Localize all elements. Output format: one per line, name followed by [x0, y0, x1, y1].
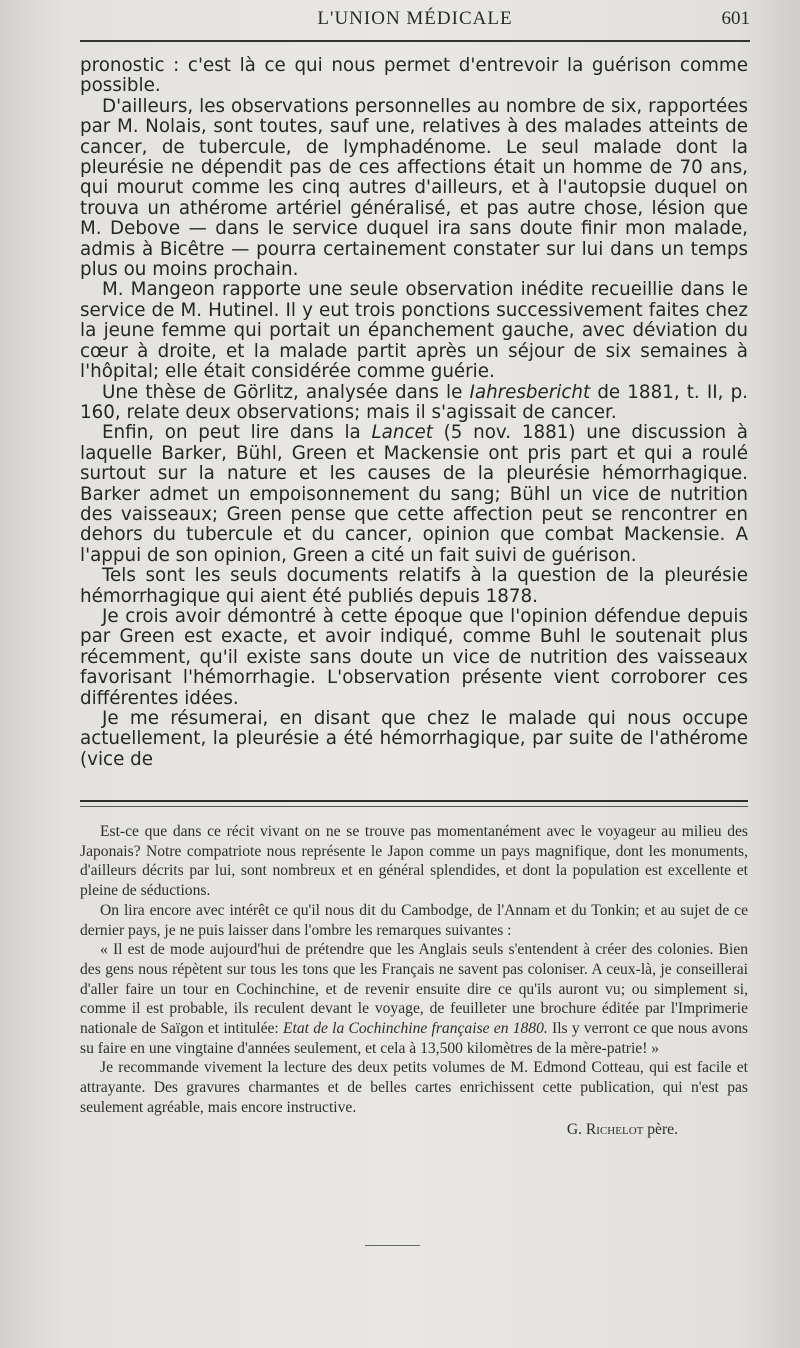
paragraph-5-text-a: Enfin, on peut lire dans la [102, 422, 372, 444]
paragraph-8: Je me résumerai, en disant que chez le malade qui nous occupe actuellement, la pleurésie a été hémorrhagique, par suite de l'athérome (vice de [80, 708, 748, 770]
paragraph-6: Tels sont les seuls documents relatifs à la question de la pleurésie hémorrhagique qui aient été publiés depuis 1878. [80, 565, 748, 607]
feuilleton-text [80, 822, 748, 1139]
footer-rule [365, 1245, 420, 1246]
paragraph-4 [80, 383, 748, 424]
journal-title-lancet: Lancet [371, 422, 433, 444]
paragraph-4-text-a: Une thèse de Görlitz, analysée dans le [102, 381, 470, 403]
main-article-text [80, 56, 748, 770]
paragraph-5-text-b: (5 nov. 1881) une discussion à laquelle Barker, Bühl, Green et Mackensie ont pris part et qui a roulé surtout sur la nature et les causes de la pleurésie hémorrhagique. Barker admet un empoisonnement du sang; Bühl un vice de nutrition des vaisseaux; Green pense que cette affection peut se rencontrer en dehors du tubercule et du cancer, opinion que combat Mackensie. A l'appui de son opinion, Green a cité un fait suivi de guérison. [80, 422, 749, 566]
note-paragraph-1: Est-ce que dans ce récit vivant on ne se trouve pas momentanément avec le voyageur au milieu des Japonais? Notre compatriote nous représente le Japon comme un pays magnifique, dont les monuments, d'ailleurs décrits par lui, sont nombreux et en général splendides, et dont la population est excellente et pleine de séductions. [80, 823, 748, 900]
brochure-title: Etat de la Cochinchine française en 1880. [282, 1020, 548, 1038]
paragraph-2: D'ailleurs, les observations personnelles au nombre de six, rapportées par M. Nolais, sont toutes, sauf une, relatives à des malades atteints de cancer, de tubercule, de lymphadénome. Le seul malade dont la pleurésie ne dépendit pas de ces affections était un homme de 70 ans, qui mourut comme les cinq autres d'ailleurs, et à l'autopsie duquel on trouva un athérome artériel généralisé, et pas autre chose, lésion que M. Debove — dans le service duquel ira sans doute finir mon malade, admis à Bicêtre — pourra certainement constater sur lui dans un temps plus ou moins prochain. [80, 95, 748, 281]
note-quotation-text-a: « Il est de mode aujourd'hui de prétendre que les Anglais seuls s'entendent à créer des colonies. Bien des gens nous répètent sur tous les tons que les Français ne savent pas coloniser. A ceux-là, je conseillerai d'aller faire un tour en Cochinchine, et de revenir ensuite dire ce qu'ils auront vu; ou simplement si, comme il est probable, ils reculent devant le voyage, de feuilleter une brochure éditée par l'Imprimerie nationale de Saïgon et intitulée: [80, 941, 748, 1038]
page-number: 601 [721, 8, 750, 29]
note-quotation-text-b: Ils y verront ce que nous avons su faire en une vingtaine d'années seulement, et cela à 13,500 kilomètres de la mère-patrie! » [80, 1020, 748, 1057]
paragraph-3: M. Mangeon rapporte une seule observation inédite recueillie dans le service de M. Hutinel. Il y eut trois ponctions successivement faites chez la jeune femme qui portait un épanchement gauche, avec déviation du cœur à droite, et la malade partit après un séjour de six semaines à l'hôpital; elle était considérée comme guérie. [80, 279, 748, 383]
header-rule [80, 40, 750, 42]
author-signature [80, 1120, 748, 1140]
page-header [80, 6, 750, 36]
journal-title-iahresbericht: Iahresbericht [469, 381, 591, 403]
paragraph-4-text-b: de 1881, t. II, p. 160, relate deux observations; mais il s'agissait de cancer. [80, 381, 748, 423]
note-paragraph-2: On lira encore avec intérêt ce qu'il nous dit du Cambodge, de l'Annam et du Tonkin; et au sujet de ce dernier pays, je ne puis laisser dans l'ombre les remarques suivantes : [80, 901, 748, 939]
feuilleton-separator [80, 800, 748, 807]
running-title: L'UNION MÉDICALE [317, 8, 513, 29]
note-quotation [80, 940, 748, 1058]
signature-name: Richelot [585, 1120, 644, 1138]
paragraph-7: Je crois avoir démontré à cette époque que l'opinion défendue depuis par Green est exacte, et avoir indiqué, comme Buhl le soutenait plus récemment, qu'il existe sans doute un vice de nutrition des vaisseaux favorisant l'hémorrhagie. L'observation présente vient corroborer ces différentes idées. [80, 605, 748, 709]
paragraph-5 [80, 423, 748, 566]
paragraph-1: pronostic : c'est là ce qui nous permet d'entrevoir la guérison comme possible. [80, 55, 748, 97]
note-paragraph-4: Je recommande vivement la lecture des deux petits volumes de M. Edmond Cotteau, qui est facile et attrayante. Des gravures charmantes et de belles cartes enrichissent cette publication, qui n'est pas seulement agréable, mais encore instructive. [80, 1059, 748, 1116]
signature-suffix: père. [643, 1120, 678, 1138]
signature-initial: G. [566, 1120, 586, 1138]
